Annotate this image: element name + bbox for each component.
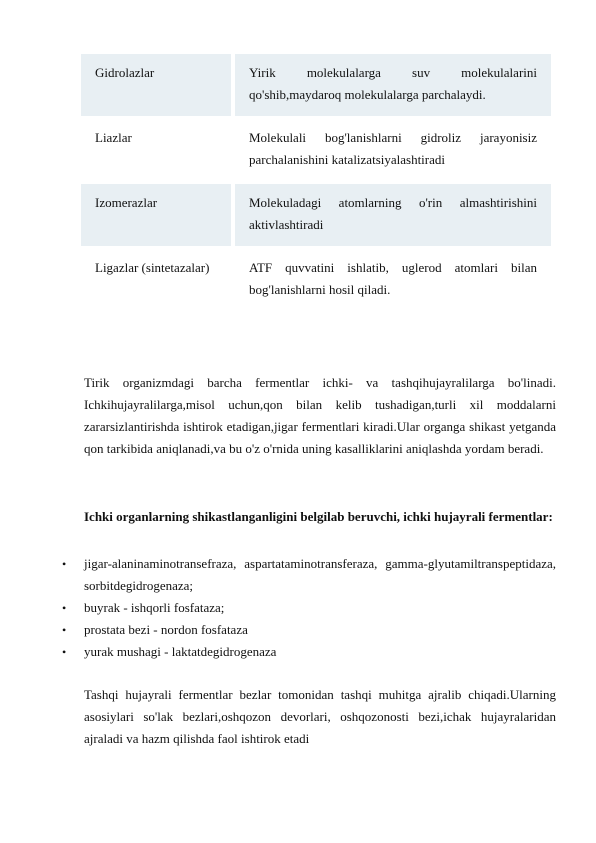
table-row: [81, 118, 551, 183]
bullet-icon: •: [62, 645, 67, 659]
enzyme-class-description: Yirik molekulalarga suv molekulalarini qo'shib,maydaroq molekulalarga parchalaydi.: [233, 54, 551, 118]
bullet-icon: •: [62, 557, 67, 571]
enzyme-class-name: Liazlar: [81, 118, 233, 183]
list-item: [62, 619, 556, 641]
enzyme-classes-table: [81, 54, 551, 314]
list-item-text: prostata bezi - nordon fosfataza: [84, 622, 248, 637]
table-row: [81, 248, 551, 313]
intro-paragraph: Tirik organizmdagi barcha fermentlar ichki- va tashqihujayralilarga bo'linadi. Ichkihujayralilarga,misol uchun,qon bilan kelib tushadigan,turli xil moddalarni zararsizlantirishda ishtirok etadigan,jigar fermentlari kiradi.Ular organga shikast yetganda qon tarkibida aniqlanadi,va bu o'z o'rnida uning kasalliklarini aniqlashda yordam beradi.: [84, 375, 556, 456]
enzyme-class-description: Molekulali bog'lanishlarni gidroliz jarayonisiz parchalanishini katalizatsiyalashtiradi: [249, 130, 537, 167]
list-item-text: yurak mushagi - laktatdegidrogenaza: [84, 644, 277, 659]
bullet-icon: •: [62, 601, 67, 615]
table-row: [81, 183, 551, 248]
enzyme-class-name: Ligazlar (sintetazalar): [81, 248, 233, 313]
list-item-text: buyrak - ishqorli fosfataza;: [84, 600, 225, 615]
section-heading: Ichki organlarning shikastlanganligini belgilab beruvchi, ichki hujayrali fermentlar:: [84, 509, 553, 524]
list-item: [62, 553, 556, 597]
enzyme-class-name: Izomerazlar: [81, 183, 233, 248]
table-row: [81, 54, 551, 118]
enzyme-class-description: Molekuladagi atomlarning o'rin almashtirishini aktivlashtiradi: [233, 183, 551, 248]
list-item-text: jigar-alaninaminotransefraza, aspartataminotransferaza, gamma-glyutamiltranspeptidaza, sorbitdegidrogenaza;: [84, 556, 556, 593]
list-item: [62, 597, 556, 619]
bullet-icon: •: [62, 623, 67, 637]
closing-paragraph: Tashqi hujayrali fermentlar bezlar tomonidan tashqi muhitga ajralib chiqadi.Ularning asosiylari so'lak bezlari,oshqozon devorlari, oshqozonosti bezi,ichak hujayralaridan ajraladi va hazm qilishda faol ishtirok etadi: [84, 687, 556, 746]
enzyme-class-description: ATF quvvatini ishlatib, uglerod atomlari bilan bog'lanishlarni hosil qiladi.: [249, 260, 537, 297]
enzyme-class-name: Gidrolazlar: [81, 54, 233, 118]
enzyme-marker-list: [62, 553, 556, 663]
list-item: [62, 641, 556, 663]
